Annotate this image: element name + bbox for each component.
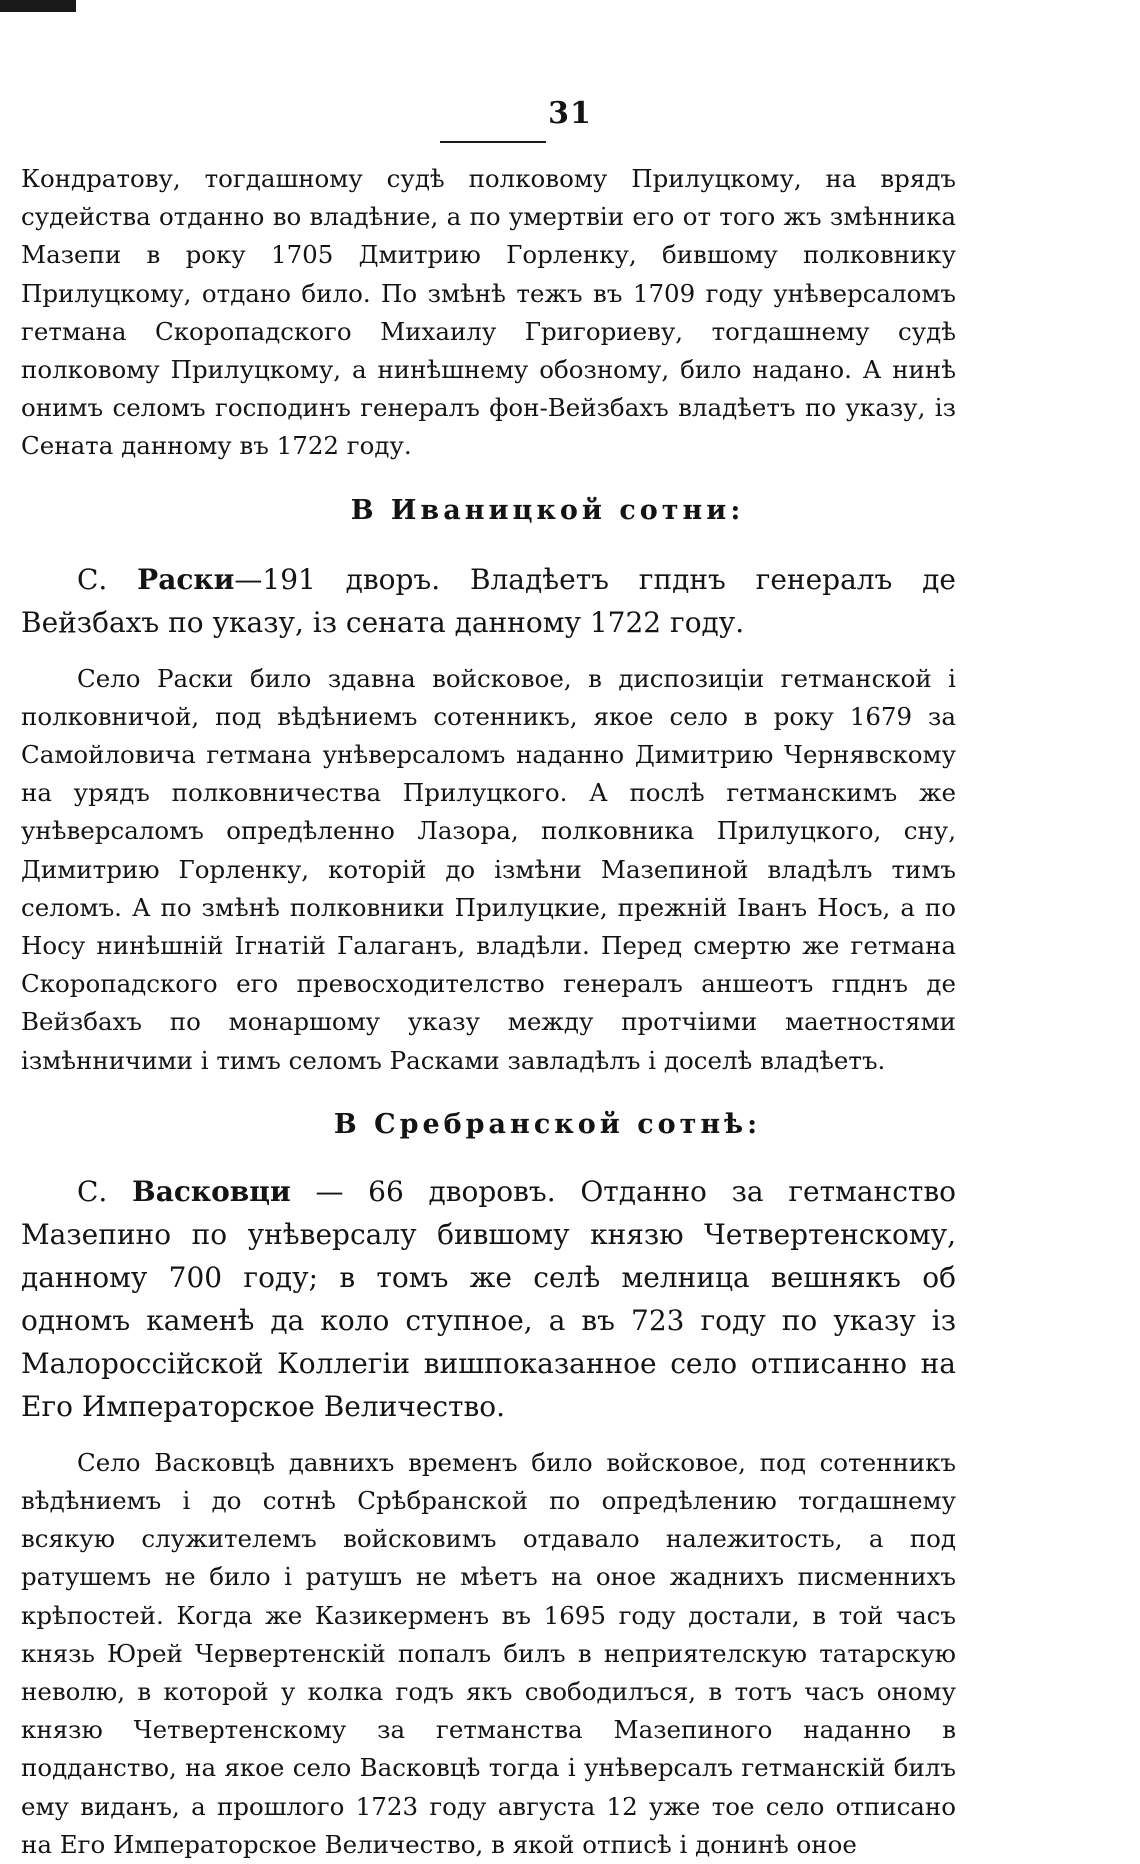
entry-vaskovtsi-details: — 66 дворовъ. Отданно за гетманство Мазепино по унѣверсалу бившому князю Четвертенскому, данному 700 году; в томъ же селѣ мелница вешнякъ об одномъ каменѣ да коло ступное, а въ 723 году по указу із Малороссійской Коллегіи вишпоказанное село отписанно на Его Императорское Величество. — [21, 1174, 956, 1423]
page-number: 31 — [548, 96, 592, 131]
paragraph-vaskovtsi-history: Село Васковцѣ давнихъ временъ било войсковое, под сотенникъ вѣдѣниемъ і до сотнѣ Срѣбранской по опредѣлению тогдашнему всякую служителемъ войсковимъ отдавало належитость, а под ратушемъ не било і ратушъ не мѣетъ на оное жаднихъ писменнихъ крѣпостей. Когда же Казикерменъ въ 1695 году достали, в той часъ князь Юрей Червертенскій попалъ билъ в неприятелскую татарскую неволю, в которой у колка годъ якъ свободилъся, в тотъ часъ оному князю Четвертенскому за гетманства Мазепиного наданно в подданство, на якое село Васковцѣ тогда і унѣверсалъ гетманскій билъ ему виданъ, а прошлого 1723 году августа 12 уже тое село отписано на Его Императорское Величество, в якой отписѣ і донинѣ оное — [21, 1447, 956, 1859]
scan-corner-mark — [0, 0, 76, 12]
paragraph-raski-history: Село Раски било здавна войсковое, в диспозиціи гетманской і полковничой, под вѣдѣниемъ сотенникъ, якое село в року 1679 за Самойловича гетмана унѣверсаломъ наданно Димитрию Чернявскому на урядъ полковничества Прилуцкого. А послѣ гетманскимъ же унѣверсаломъ опредѣленно Лазора, полковника Прилуцкого, сну, Димитрию Горленку, которій до ізмѣни Мазепиной владѣлъ тимъ селомъ. А по змѣнѣ полковники Прилуцкие, прежній Іванъ Носъ, а по Носу нинѣшній Ігнатій Галаганъ, владѣли. Перед смертю же гетмана Скоропадского его превосходителство генералъ аншеотъ гпднъ де Вейзбахъ по монаршому указу между протчіими маетностями ізмѣнничими і тимъ селомъ Расками завладѣлъ і доселѣ владѣетъ. — [21, 663, 956, 1075]
entry-raski-prefix: С. — [77, 562, 138, 596]
section-heading-srebranskaya: В Сребранской сотнѣ: — [333, 1108, 762, 1140]
entry-vaskovtsi-village: Васковци — [132, 1174, 291, 1208]
entry-raski-village: Раски — [137, 562, 235, 596]
text-column — [21, 160, 956, 1864]
entry-vaskovtsi-prefix: С. — [77, 1174, 133, 1208]
section-heading-ivanitskaya: В Иваницкой сотни: — [350, 494, 745, 526]
page-number-rule — [440, 141, 546, 143]
entry-raski-details: —191 дворъ. Владѣетъ гпднъ генералъ де Вейзбахъ по указу, із сената данному 1722 году. — [21, 562, 956, 639]
paragraph-kondratovu: Кондратову, тогдашному судѣ полковому Прилуцкому, на врядъ судейства отданно во владѣние, а по умертвіи его от того жъ змѣнника Мазепи в року 1705 Дмитрию Горленку, бившому полковнику Прилуцкому, отдано било. По змѣнѣ тежъ въ 1709 году унѣверсаломъ гетмана Скоропадского Михаилу Григориеву, тогдашнему судѣ полковому Прилуцкому, а нинѣшнему обозному, било надано. А нинѣ онимъ селомъ господинъ генералъ фон-Вейзбахъ владѣетъ по указу, із Сената данному въ 1722 году. — [21, 164, 956, 461]
entry-vaskovtsi — [21, 1170, 956, 1428]
entry-raski — [21, 558, 956, 644]
